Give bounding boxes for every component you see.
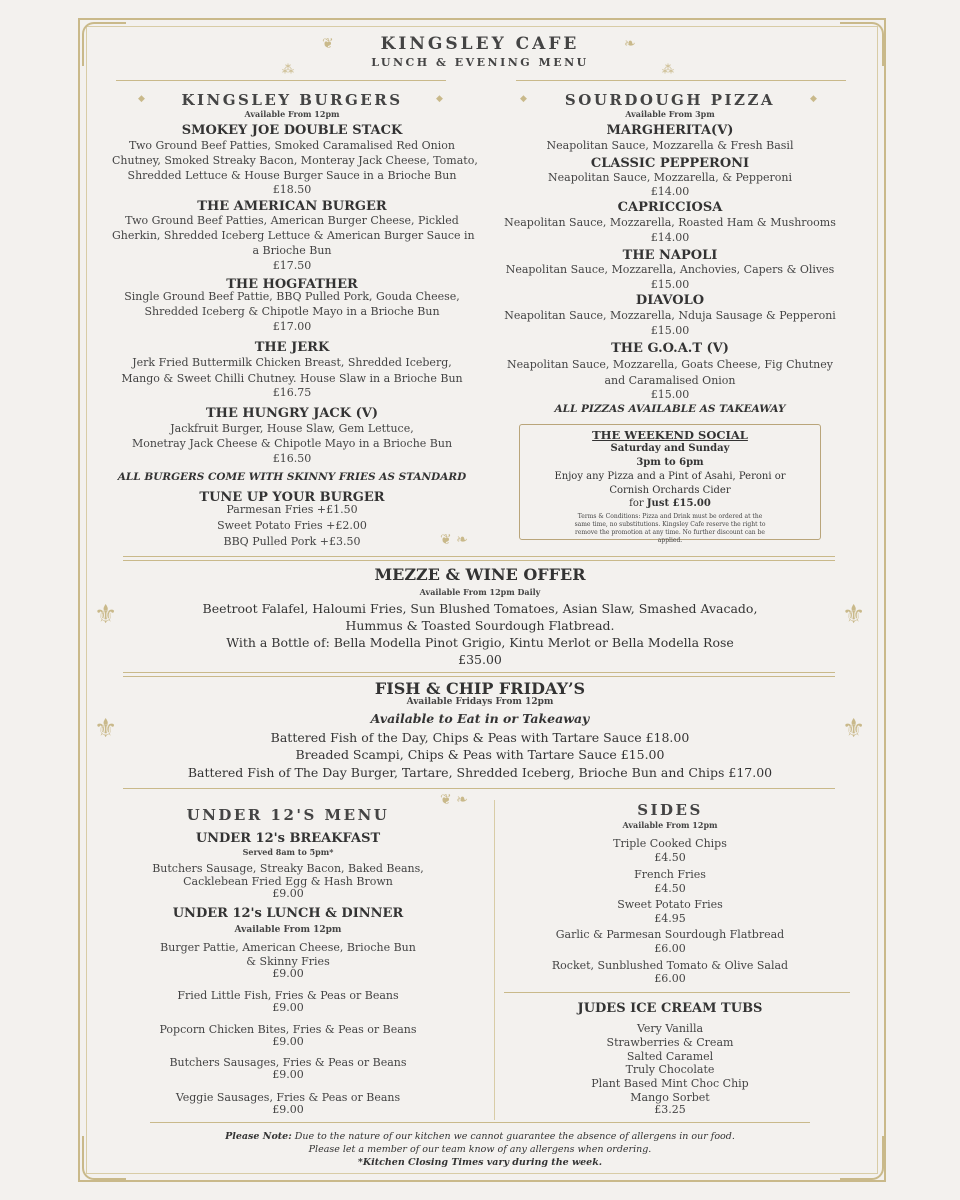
side-flourish-icon: ⚜ [842, 600, 866, 630]
allergen-note [130, 1131, 830, 1142]
kids-item-line: Fried Little Fish, Fries & Peas or Beans [177, 989, 399, 1002]
diamond-icon: ◆ [520, 94, 527, 104]
burger-name: THE HOGFATHER [226, 277, 358, 292]
burger-price: £17.00 [272, 320, 312, 333]
mezze-line: With a Bottle of: Bella Modella Pinot Grigio, Kintu Merlot or Bella Modella Rose [226, 635, 734, 650]
icecream-flavour: Strawberries & Cream [606, 1036, 734, 1049]
pizza-description: Neapolitan Sauce, Mozzarella & Fresh Basil [546, 139, 794, 152]
fish-line: Breaded Scampi, Chips & Peas with Tartare Sauce £15.00 [295, 747, 665, 762]
allergen-instruction: Please let a member of our team know of any allergens when ordering. [308, 1144, 652, 1155]
diamond-icon: ◆ [138, 94, 145, 104]
mezze-availability: Available From 12pm Daily [419, 587, 541, 597]
diamond-icon: ◆ [436, 94, 443, 104]
kids-breakfast-price: £9.00 [272, 887, 304, 900]
kids-title: UNDER 12'S MENU [186, 806, 390, 824]
kids-lunch-availability: Available From 12pm [234, 925, 342, 935]
pizza-note: ALL PIZZAS AVAILABLE AS TAKEAWAY [554, 403, 786, 415]
fish-title: FISH & CHIP FRIDAY’S [374, 679, 586, 698]
weekend-for: for [629, 498, 647, 509]
side-price: £6.00 [654, 942, 686, 955]
pizza-availability: Available From 3pm [625, 109, 715, 119]
flourish-icon: ❦ ❧ [440, 792, 468, 808]
corner-ornament-bl [82, 1136, 126, 1180]
kids-breakfast-served: Served 8am to 5pm* [242, 847, 334, 857]
note-label: Please Note: [225, 1131, 292, 1142]
mezze-price: £35.00 [458, 652, 502, 667]
burger-description: Shredded Iceberg & Chipotle Mayo in a Brioche Bun [144, 305, 440, 318]
side-name: French Fries [634, 868, 706, 881]
burger-description: Chutney, Smoked Streaky Bacon, Monteray Jack Cheese, Tomato, [112, 154, 478, 167]
cafe-title: KINGSLEY CAFE [380, 34, 580, 54]
pizza-name: CAPRICCIOSA [617, 200, 723, 215]
pizza-name: THE G.O.A.T (V) [611, 341, 729, 356]
kids-breakfast-title: UNDER 12's BREAKFAST [195, 831, 381, 846]
fish-tag: Available to Eat in or Takeaway [370, 711, 590, 726]
scroll-ornament-icon: ❧ [624, 36, 636, 52]
divider [123, 556, 835, 561]
kids-item-price: £9.00 [272, 967, 304, 980]
pizza-description: Neapolitan Sauce, Mozzarella, Anchovies, Capers & Olives [505, 263, 835, 276]
burger-description: Two Ground Beef Patties, Smoked Caramalised Red Onion [129, 139, 455, 152]
burger-description: Jerk Fried Buttermilk Chicken Breast, Shredded Iceberg, [132, 356, 452, 369]
kids-item-line: Popcorn Chicken Bites, Fries & Peas or Beans [159, 1023, 417, 1036]
kids-item-price: £9.00 [272, 1103, 304, 1116]
icecream-flavour: Salted Caramel [626, 1050, 714, 1063]
divider [123, 672, 835, 677]
corner-ornament-tl [82, 22, 126, 66]
divider [150, 1122, 810, 1123]
burger-name: SMOKEY JOE DOUBLE STACK [181, 123, 403, 138]
icecream-title: JUDES ICE CREAM TUBS [577, 1001, 763, 1016]
note-text: Due to the nature of our kitchen we cannot guarantee the absence of allergens in our food. [291, 1131, 735, 1142]
kids-item-price: £9.00 [272, 1068, 304, 1081]
burger-description: Gherkin, Shredded Iceberg Lettuce & American Burger Sauce in [112, 229, 475, 242]
pizza-name: DIAVOLO [635, 293, 705, 308]
divider [504, 992, 850, 993]
icecream-flavour: Very Vanilla [636, 1022, 704, 1035]
corner-ornament-tr [840, 22, 884, 66]
pizza-description: Neapolitan Sauce, Mozzarella, Goats Cheese, Fig Chutney [507, 358, 833, 371]
closing-times-note: *Kitchen Closing Times vary during the week. [357, 1157, 603, 1168]
tune-up-option: Sweet Potato Fries +£2.00 [217, 519, 367, 532]
weekend-days: Saturday and Sunday [610, 443, 730, 454]
tune-up-option: BBQ Pulled Pork +£3.50 [223, 535, 361, 548]
burger-description: Two Ground Beef Patties, American Burger Cheese, Pickled [125, 214, 459, 227]
diamond-icon: ◆ [810, 94, 817, 104]
burger-price: £16.50 [272, 452, 312, 465]
side-name: Garlic & Parmesan Sourdough Flatbread [555, 928, 785, 941]
burger-name: THE JERK [254, 340, 330, 355]
kids-breakfast-line: Butchers Sausage, Streaky Bacon, Baked Beans, [152, 862, 424, 875]
side-flourish-icon: ⚜ [94, 714, 118, 744]
weekend-offer: Enjoy any Pizza and a Pint of Asahi, Peroni or [554, 471, 786, 482]
side-name: Sweet Potato Fries [617, 898, 723, 911]
divider [516, 80, 846, 81]
pizza-description: Neapolitan Sauce, Mozzarella, Roasted Ham & Mushrooms [504, 216, 836, 229]
icecream-flavour: Mango Sorbet [630, 1091, 710, 1104]
kids-lunch-title: UNDER 12's LUNCH & DINNER [172, 906, 404, 921]
burgers-availability: Available From 12pm [244, 109, 340, 119]
pizza-price: £15.00 [650, 278, 690, 291]
pizza-price: £14.00 [650, 185, 690, 198]
weekend-title: THE WEEKEND SOCIAL [592, 428, 748, 442]
tune-up-option: Parmesan Fries +£1.50 [226, 503, 358, 516]
burger-description: Jackfruit Burger, House Slaw, Gem Lettuce, [170, 422, 414, 435]
divider [123, 788, 835, 789]
pizza-description: and Caramalised Onion [604, 374, 736, 387]
kids-item-price: £9.00 [272, 1035, 304, 1048]
burger-name: THE AMERICAN BURGER [197, 199, 387, 214]
burger-price: £17.50 [272, 259, 312, 272]
burger-price: £16.75 [272, 386, 312, 399]
weekend-price-line [520, 498, 820, 509]
kids-item-price: £9.00 [272, 1001, 304, 1014]
burger-description: a Brioche Bun [252, 244, 332, 257]
side-price: £4.95 [654, 912, 686, 925]
menu-subtitle: LUNCH & EVENING MENU [371, 56, 589, 69]
fish-line: Battered Fish of the Day, Chips & Peas with Tartare Sauce £18.00 [270, 730, 690, 745]
pizza-price: £14.00 [650, 231, 690, 244]
mezze-line: Hummus & Toasted Sourdough Flatbread. [345, 618, 615, 633]
kids-item-line: Burger Pattie, American Cheese, Brioche Bun [160, 941, 416, 954]
icecream-flavour: Plant Based Mint Choc Chip [591, 1077, 749, 1090]
kids-item-line: & Skinny Fries [246, 955, 330, 968]
divider [116, 80, 446, 81]
side-name: Triple Cooked Chips [613, 837, 727, 850]
side-name: Rocket, Sunblushed Tomato & Olive Salad [551, 959, 789, 972]
weekend-social-box [519, 424, 821, 544]
pizza-name: MARGHERITA(V) [606, 123, 734, 138]
pizza-name: THE NAPOLI [622, 248, 718, 263]
burgers-note: ALL BURGERS COME WITH SKINNY FRIES AS STANDARD [117, 471, 467, 483]
pizza-title: SOURDOUGH PIZZA [564, 91, 776, 109]
mezze-line: Beetroot Falafel, Haloumi Fries, Sun Blushed Tomatoes, Asian Slaw, Smashed Avacado, [202, 601, 758, 616]
side-price: £6.00 [654, 972, 686, 985]
scroll-ornament-icon: ❦ [322, 36, 334, 52]
kids-breakfast-line: Cacklebean Fried Egg & Hash Brown [183, 875, 393, 888]
flourish-icon: ⁂ [662, 62, 674, 76]
weekend-offer: Cornish Orchards Cider [609, 485, 731, 496]
burger-description: Single Ground Beef Pattie, BBQ Pulled Pork, Gouda Cheese, [124, 290, 460, 303]
burgers-title: KINGSLEY BURGERS [181, 91, 403, 109]
pizza-description: Neapolitan Sauce, Mozzarella, Nduja Sausage & Pepperoni [504, 309, 836, 322]
pizza-description: Neapolitan Sauce, Mozzarella, & Pepperoni [548, 171, 792, 184]
pizza-price: £15.00 [650, 324, 690, 337]
side-price: £4.50 [654, 851, 686, 864]
burger-name: THE HUNGRY JACK (V) [205, 406, 378, 421]
side-price: £4.50 [654, 882, 686, 895]
flourish-icon: ⁂ [282, 62, 294, 76]
burger-description: Shredded Lettuce & House Burger Sauce in a Brioche Bun [127, 169, 457, 182]
fish-availability: Available Fridays From 12pm [406, 697, 554, 707]
burger-price: £18.50 [272, 183, 312, 196]
kids-item-line: Butchers Sausages, Fries & Peas or Beans [169, 1056, 407, 1069]
pizza-name: CLASSIC PEPPERONI [590, 156, 750, 171]
weekend-terms: Terms & Conditions: Pizza and Drink must be ordered at the same time, no substitutions. Kingsley Cafe reserve the right to remove the promotion at any time. No further discount can be applied. [574, 513, 766, 544]
tune-up-title: TUNE UP YOUR BURGER [199, 490, 385, 505]
burger-description: Monetray Jack Cheese & Chipotle Mayo in a Brioche Bun [131, 437, 453, 450]
pizza-price: £15.00 [650, 388, 690, 401]
burger-description: Mango & Sweet Chilli Chutney. House Slaw in a Brioche Bun [121, 372, 463, 385]
icecream-price: £3.25 [654, 1103, 686, 1116]
side-flourish-icon: ⚜ [842, 714, 866, 744]
weekend-price: Just £15.00 [646, 498, 711, 509]
kids-item-line: Veggie Sausages, Fries & Peas or Beans [175, 1091, 401, 1104]
sides-availability: Available From 12pm [622, 820, 718, 830]
icecream-flavour: Truly Chocolate [625, 1063, 715, 1076]
side-flourish-icon: ⚜ [94, 600, 118, 630]
fish-line: Battered Fish of The Day Burger, Tartare, Shredded Iceberg, Brioche Bun and Chips £17.00 [187, 765, 773, 780]
flourish-icon: ❦ ❧ [440, 532, 468, 548]
corner-ornament-br [840, 1136, 884, 1180]
weekend-time: 3pm to 6pm [636, 457, 704, 468]
sides-title: SIDES [637, 801, 703, 819]
mezze-title: MEZZE & WINE OFFER [374, 565, 586, 584]
